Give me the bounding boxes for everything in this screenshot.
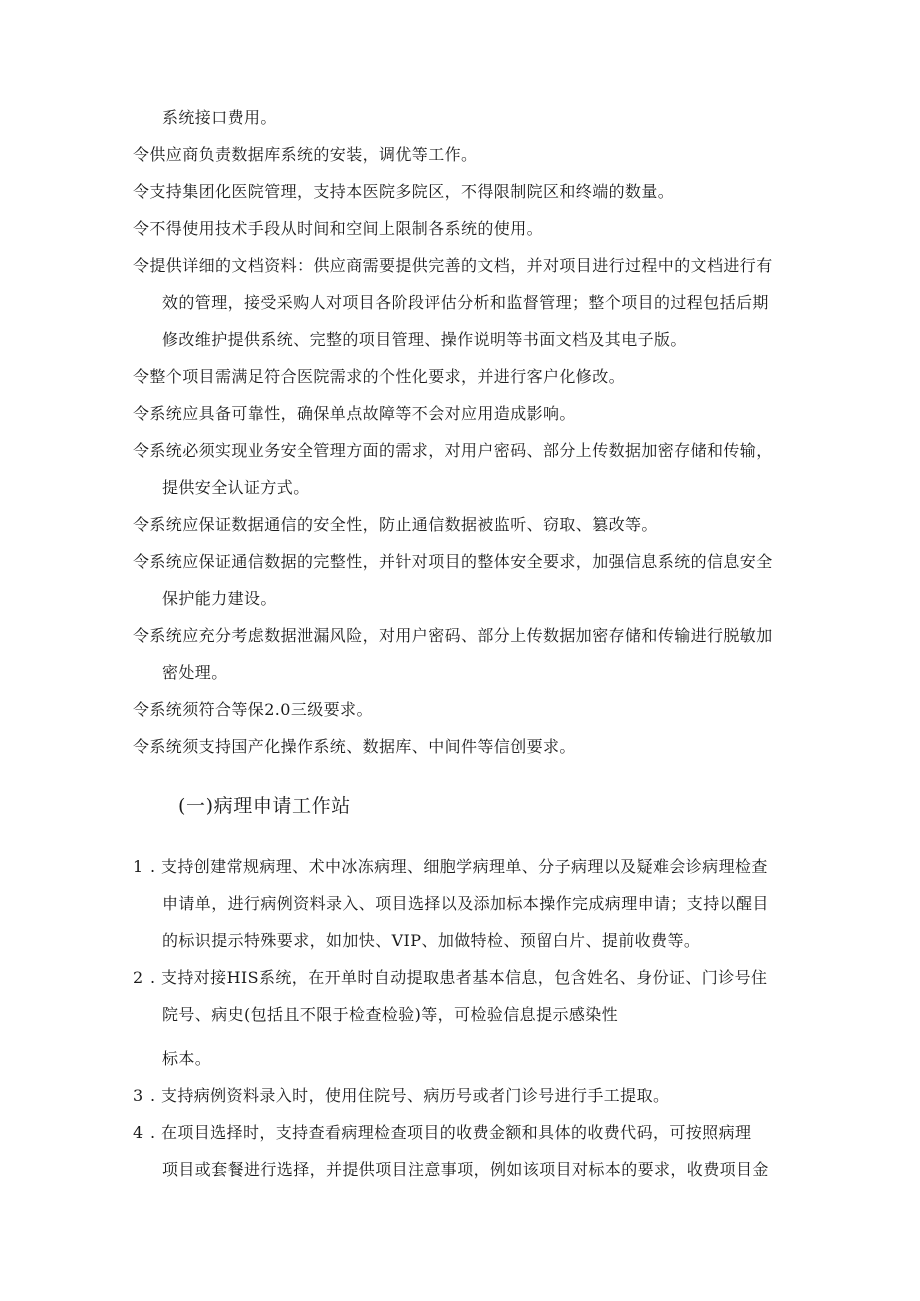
bullet-line: 令支持集团化医院管理，支持本医院多院区，不得限制院区和终端的数量。 bbox=[133, 182, 675, 201]
bullet-line: 令系统须符合等保2.0三级要求。 bbox=[133, 700, 373, 719]
bullet-line: 系统接口费用。 bbox=[162, 108, 277, 127]
item-line: 项目或套餐进行选择，并提供项目注意事项，例如该项目对标本的要求，收费项目金 bbox=[162, 1160, 769, 1179]
item-number: 2 bbox=[133, 968, 144, 987]
bullet-line: 保护能力建设。 bbox=[162, 589, 277, 608]
section-heading: (一)病理申请工作站 bbox=[178, 795, 351, 817]
item-line: . 支持病例资料录入时，使用住院号、病历号或者门诊号进行手工提取。 bbox=[150, 1086, 670, 1105]
item-line: 的标识提示特殊要求，如加快、VIP、加做特检、预留白片、提前收费等。 bbox=[162, 931, 701, 950]
item-line: . 在项目选择时，支持查看病理检查项目的收费金额和具体的收费代码，可按照病理 bbox=[150, 1123, 752, 1142]
bullet-line: 效的管理，接受采购人对项目各阶段评估分析和监督管理；整个项目的过程包括后期 bbox=[162, 293, 769, 312]
item-line: 院号、病史(包括且不限于检查检验)等，可检验信息提示感染性 bbox=[162, 1005, 619, 1024]
bullet-line: 令系统应具备可靠性，确保单点故障等不会对应用造成影响。 bbox=[133, 404, 576, 423]
bullet-line: 令系统必须实现业务安全管理方面的需求，对用户密码、部分上传数据加密存储和传输， bbox=[133, 441, 773, 460]
bullet-line: 令系统应保证数据通信的安全性，防止通信数据被监听、窃取、篡改等。 bbox=[133, 515, 658, 534]
bullet-line: 令不得使用技术手段从时间和空间上限制各系统的使用。 bbox=[133, 219, 544, 238]
item-number: 3 bbox=[133, 1086, 144, 1105]
bullet-line: 令整个项目需满足符合医院需求的个性化要求，并进行客户化修改。 bbox=[133, 367, 626, 386]
item-number: 4 bbox=[133, 1123, 144, 1142]
bullet-line: 修改维护提供系统、完整的项目管理、操作说明等书面文档及其电子版。 bbox=[162, 330, 687, 349]
bullet-line: 提供安全认证方式。 bbox=[162, 478, 310, 497]
bullet-line: 令供应商负责数据库系统的安装，调优等工作。 bbox=[133, 145, 478, 164]
item-number: 1 bbox=[133, 857, 144, 876]
bullet-line: 令系统须支持国产化操作系统、数据库、中间件等信创要求。 bbox=[133, 737, 576, 756]
item-line: 申请单，进行病例资料录入、项目选择以及添加标本操作完成病理申请；支持以醒目 bbox=[162, 894, 769, 913]
item-line: . 支持对接HIS系统，在开单时自动提取患者基本信息，包含姓名、身份证、门诊号住 bbox=[150, 968, 768, 987]
item-line: . 支持创建常规病理、术中冰冻病理、细胞学病理单、分子病理以及疑难会诊病理检查 bbox=[150, 857, 768, 876]
item-line: 标本。 bbox=[162, 1049, 212, 1068]
bullet-line: 令系统应保证通信数据的完整性，并针对项目的整体安全要求，加强信息系统的信息安全 bbox=[133, 552, 773, 571]
bullet-line: 令提供详细的文档资料：供应商需要提供完善的文档，并对项目进行过程中的文档进行有 bbox=[133, 256, 773, 275]
bullet-line: 密处理。 bbox=[162, 663, 228, 682]
bullet-line: 令系统应充分考虑数据泄漏风险，对用户密码、部分上传数据加密存储和传输进行脱敏加 bbox=[133, 626, 773, 645]
